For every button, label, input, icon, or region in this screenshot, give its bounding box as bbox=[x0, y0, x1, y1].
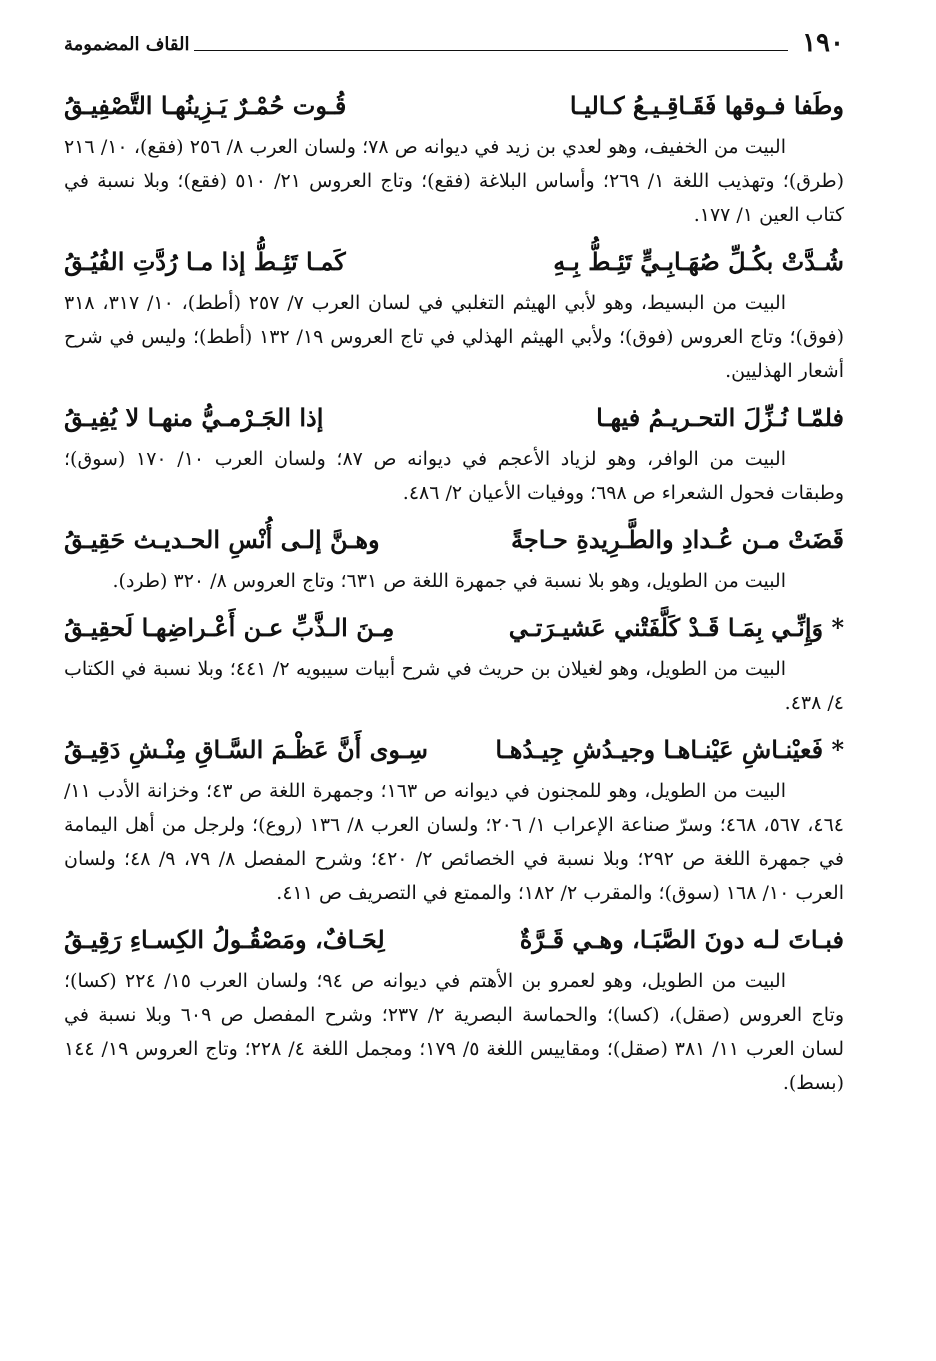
verse-line bbox=[64, 82, 844, 130]
verse-source-note: البيت من الوافر، وهو لزياد الأعجم في ديوانه ص ٨٧؛ ولسان العرب ١٠/ ١٧٠ (سوق)؛ وطبقات فحول الشعراء ص ٦٩٨؛ ووفيات الأعيان ٢/ ٤٨٦. bbox=[64, 448, 844, 504]
verse-first-hemistich: فبـاتَ لـه دونَ الصَّبَـا، وهـي قَـرَّةٌ bbox=[519, 925, 844, 954]
verse-first-hemistich: قَضَتْ مـن عُـدادِ والطَّـرِيدةِ حـاجةً bbox=[511, 525, 844, 554]
verse-line bbox=[64, 604, 844, 652]
verse-line bbox=[64, 516, 844, 564]
header-rule bbox=[194, 50, 788, 51]
verse-source-note: البيت من الخفيف، وهو لعدي بن زيد في ديوانه ص ٧٨؛ ولسان العرب ٨/ ٢٥٦ (فقع)، ١٠/ ٢١٦ (طرق)؛ وتهذيب اللغة ١/ ٢٦٩؛ وأساس البلاغة (فقع)؛ وتاج العروس ٢١/ ٥١٠ (فقع)؛ وبلا نسبة في كتاب العين ١/ ١٧٧. bbox=[64, 136, 844, 226]
page-number: ١٩٠ bbox=[802, 28, 844, 58]
verse-entry bbox=[64, 82, 844, 232]
verse-entry bbox=[64, 916, 844, 1100]
page-header bbox=[64, 28, 844, 62]
verse-second-hemistich: قُـوت حُمْـرٌ يَـزِينُهـا التَّصْفِيـقُ bbox=[64, 91, 347, 120]
verse-source-note: البيت من البسيط، وهو لأبي الهيثم التغلبي في لسان العرب ٧/ ٢٥٧ (أطط)، ١٠/ ٣١٧، ٣١٨ (فوق)؛ وتاج العروس (فوق)؛ ولأبي الهيثم الهذلي في تاج العروس ١٩/ ١٣٢ (أطط)؛ وليس في شرح أشعار الهذليين. bbox=[64, 292, 845, 382]
verse-line bbox=[64, 238, 844, 286]
verse-second-hemistich: سِـوى أَنَّ عَظْـمَ السَّـاقِ مِنْـشِ دَقِيـقُ bbox=[64, 735, 428, 764]
verse-second-hemistich: كَمـا تَئِـطُّ إذا مـا رُدَّتِ الفُيُـقُ bbox=[64, 247, 346, 276]
verse-first-hemistich: وطَفا فـوقها فَقَـاقِـيـعُ كـاليـا bbox=[569, 91, 844, 120]
verse-second-hemistich: مِـنَ الـذَّبِّ عـن أَعْـراضِهـا لَحقِيـقُ bbox=[64, 613, 395, 642]
verse-entry bbox=[64, 238, 844, 388]
entries bbox=[64, 82, 844, 1106]
verse-entry bbox=[64, 516, 844, 598]
verse-second-hemistich: إذا الجَـرْمـيُّ منهـا لا يُفِيـقُ bbox=[64, 403, 324, 432]
verse-first-hemistich: * فَعيْنـاشِ عَيْنـاهـا وجيـدُشِ جِيـدُهـا bbox=[495, 735, 844, 764]
verse-entry bbox=[64, 726, 844, 910]
verse-first-hemistich: شُـدَّتْ بكُـلِّ صُهَـابِـيٍّ تَئِـطُّ بِـهِ bbox=[553, 247, 844, 276]
running-title: القاف المضمومة bbox=[64, 34, 190, 55]
verse-first-hemistich: فلمّـا نُـزِّلَ التحـريـمُ فيهـا bbox=[596, 403, 844, 432]
verse-line bbox=[64, 726, 844, 774]
verse-line bbox=[64, 916, 844, 964]
verse-source-note: البيت من الطويل، وهو لغيلان بن حريث في شرح أبيات سيبويه ٢/ ٤٤١؛ وبلا نسبة في الكتاب ٤/ ٤٣٨. bbox=[64, 658, 844, 714]
verse-first-hemistich: * وَإِنِّـي بِمَـا قَـدْ كَلَّفَتْني عَشيـرَتـي bbox=[508, 613, 844, 642]
verse-source-note: البيت من الطويل، وهو بلا نسبة في جمهرة اللغة ص ٦٣١؛ وتاج العروس ٨/ ٣٢٠ (طرد). bbox=[112, 570, 786, 592]
verse-entry bbox=[64, 394, 844, 510]
verse-second-hemistich: لِحَـافٌ، ومَصْقُـولُ الكِسـاءِ رَقِيـقُ bbox=[64, 925, 385, 954]
verse-line bbox=[64, 394, 844, 442]
verse-source-note: البيت من الطويل، وهو للمجنون في ديوانه ص ١٦٣؛ وجمهرة اللغة ص ٤٣؛ وخزانة الأدب ١١/ ٤٦٤، ٥٦٧، ٤٦٨؛ وسرّ صناعة الإعراب ١/ ٢٠٦؛ ولسان العرب ٨/ ١٣٦ (روع)؛ ولرجل من أهل اليمامة في جمهرة اللغة ص ٢٩٢؛ وبلا نسبة في الخصائص ٢/ ٤٢٠؛ وشرح المفصل ٨/ ٧٩، ٩/ ٤٨؛ ولسان العرب ١٠/ ١٦٨ (سوق)؛ والمقرب ٢/ ١٨٢؛ والممتع في التصريف ص ٤١١. bbox=[64, 780, 845, 904]
verse-entry bbox=[64, 604, 844, 720]
verse-source-note: البيت من الطويل، وهو لعمرو بن الأهتم في ديوانه ص ٩٤؛ ولسان العرب ١٥/ ٢٢٤ (كسا)؛ وتاج العروس (صقل)، (كسا)؛ والحماسة البصرية ٢/ ٢٣٧؛ وشرح المفصل ص ٦٠٩ وبلا نسبة في لسان العرب ١١/ ٣٨١ (صقل)؛ ومقاييس اللغة ٥/ ١٧٩؛ ومجمل اللغة ٤/ ٢٢٨؛ وتاج العروس ١٩/ ١٤٤ (بسط). bbox=[64, 970, 845, 1094]
verse-second-hemistich: وهـنَّ إلـى أُنْسِ الحـديـث حَقِيـقُ bbox=[64, 525, 380, 554]
